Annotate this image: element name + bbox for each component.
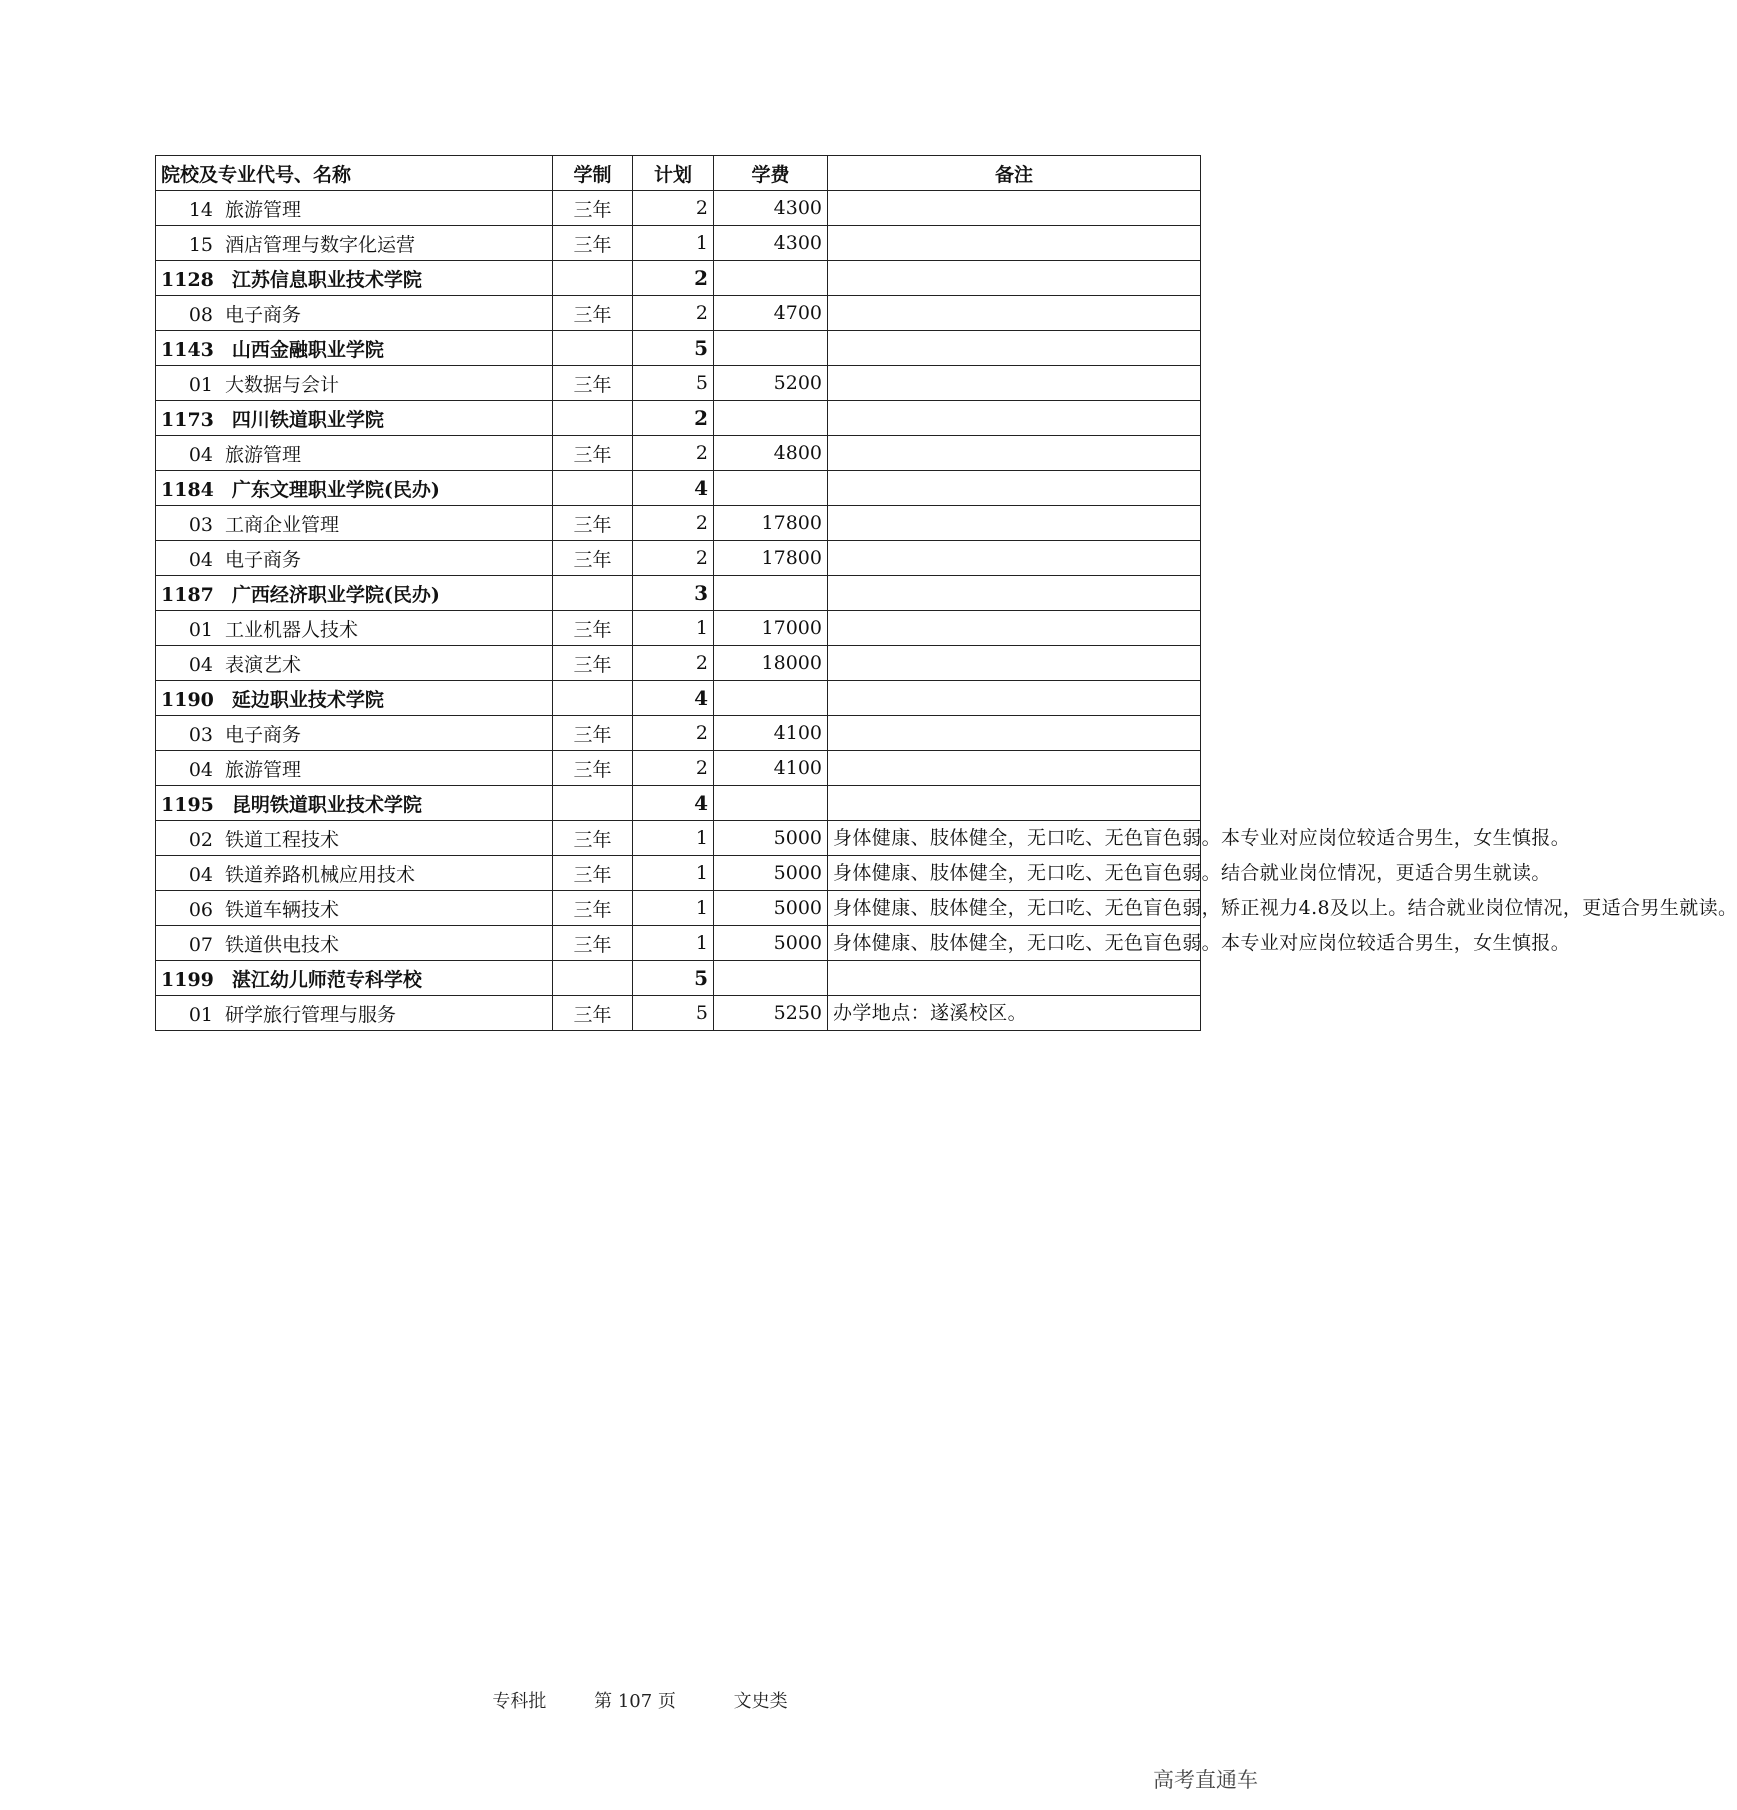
note-cell: 身体健康、肢体健全，无口吃、无色盲色弱。结合就业岗位情况，更适合男生就读。 xyxy=(828,856,1201,891)
major-row xyxy=(156,891,1201,926)
duration-cell: 三年 xyxy=(553,226,633,261)
duration-cell: 三年 xyxy=(553,296,633,331)
duration-cell xyxy=(553,471,633,506)
name-cell xyxy=(156,681,553,716)
header-plan: 计划 xyxy=(633,156,714,191)
school-code: 1190 xyxy=(161,688,214,711)
major-row xyxy=(156,856,1201,891)
major-name: 工业机器人技术 xyxy=(225,618,359,641)
name-cell xyxy=(156,471,553,506)
major-code: 06 xyxy=(188,898,213,921)
footer-category: 文史类 xyxy=(733,1691,788,1712)
major-name: 工商企业管理 xyxy=(225,513,340,536)
name-cell xyxy=(156,226,553,261)
school-row xyxy=(156,961,1201,996)
table-header-row xyxy=(156,156,1201,191)
plan-cell: 2 xyxy=(633,646,714,681)
name-cell xyxy=(156,751,553,786)
fee-cell: 17000 xyxy=(714,611,828,646)
plan-cell: 1 xyxy=(633,821,714,856)
school-name: 广西经济职业学院(民办) xyxy=(231,583,440,606)
fee-cell: 4300 xyxy=(714,226,828,261)
duration-cell: 三年 xyxy=(553,751,633,786)
plan-cell: 2 xyxy=(633,296,714,331)
major-code: 04 xyxy=(188,548,213,571)
name-cell xyxy=(156,436,553,471)
note-cell xyxy=(828,681,1201,716)
major-name: 旅游管理 xyxy=(225,758,302,781)
school-row xyxy=(156,786,1201,821)
duration-cell xyxy=(553,401,633,436)
major-name: 旅游管理 xyxy=(225,198,302,221)
fee-cell: 4800 xyxy=(714,436,828,471)
school-code: 1195 xyxy=(161,793,214,816)
page-footer xyxy=(0,1687,1280,1713)
major-code: 01 xyxy=(188,1003,213,1026)
header-name: 院校及专业代号、名称 xyxy=(156,156,553,191)
fee-cell: 4300 xyxy=(714,191,828,226)
school-name: 四川铁道职业学院 xyxy=(231,408,384,431)
footer-page-number: 第 107 页 xyxy=(594,1691,676,1712)
plan-cell: 4 xyxy=(633,471,714,506)
name-cell xyxy=(156,821,553,856)
fee-cell xyxy=(714,401,828,436)
note-cell xyxy=(828,576,1201,611)
major-row xyxy=(156,506,1201,541)
school-row xyxy=(156,261,1201,296)
duration-cell: 三年 xyxy=(553,996,633,1031)
plan-cell: 1 xyxy=(633,891,714,926)
name-cell xyxy=(156,296,553,331)
school-code: 1173 xyxy=(161,408,214,431)
note-cell: 身体健康、肢体健全，无口吃、无色盲色弱。本专业对应岗位较适合男生，女生慎报。 xyxy=(828,926,1201,961)
note-cell xyxy=(828,961,1201,996)
note-cell xyxy=(828,401,1201,436)
duration-cell: 三年 xyxy=(553,821,633,856)
major-code: 08 xyxy=(188,303,213,326)
major-row xyxy=(156,226,1201,261)
name-cell xyxy=(156,261,553,296)
duration-cell: 三年 xyxy=(553,436,633,471)
name-cell xyxy=(156,331,553,366)
duration-cell: 三年 xyxy=(553,716,633,751)
major-code: 03 xyxy=(188,723,213,746)
name-cell xyxy=(156,366,553,401)
note-cell xyxy=(828,261,1201,296)
major-code: 01 xyxy=(188,618,213,641)
major-code: 14 xyxy=(188,198,213,221)
plan-cell: 2 xyxy=(633,401,714,436)
name-cell xyxy=(156,646,553,681)
footer-batch: 专科批 xyxy=(492,1691,547,1712)
name-cell xyxy=(156,401,553,436)
plan-cell: 5 xyxy=(633,996,714,1031)
plan-cell: 2 xyxy=(633,716,714,751)
major-name: 铁道养路机械应用技术 xyxy=(225,863,416,886)
school-code: 1199 xyxy=(161,968,214,991)
major-row xyxy=(156,611,1201,646)
name-cell xyxy=(156,191,553,226)
major-row xyxy=(156,296,1201,331)
school-row xyxy=(156,681,1201,716)
note-cell xyxy=(828,646,1201,681)
fee-cell: 4100 xyxy=(714,716,828,751)
fee-cell: 4700 xyxy=(714,296,828,331)
major-row xyxy=(156,436,1201,471)
major-row xyxy=(156,541,1201,576)
major-row xyxy=(156,646,1201,681)
note-cell xyxy=(828,716,1201,751)
major-row xyxy=(156,716,1201,751)
school-name: 江苏信息职业技术学院 xyxy=(231,268,422,291)
name-cell xyxy=(156,961,553,996)
major-code: 04 xyxy=(188,863,213,886)
note-cell xyxy=(828,751,1201,786)
plan-cell: 1 xyxy=(633,226,714,261)
major-code: 04 xyxy=(188,653,213,676)
note-cell xyxy=(828,786,1201,821)
plan-cell: 5 xyxy=(633,961,714,996)
major-name: 铁道车辆技术 xyxy=(225,898,340,921)
major-code: 02 xyxy=(188,828,213,851)
school-name: 湛江幼儿师范专科学校 xyxy=(231,968,422,991)
fee-cell xyxy=(714,681,828,716)
note-cell xyxy=(828,226,1201,261)
school-row xyxy=(156,331,1201,366)
major-row xyxy=(156,366,1201,401)
fee-cell: 5250 xyxy=(714,996,828,1031)
header-note: 备注 xyxy=(828,156,1201,191)
fee-cell xyxy=(714,961,828,996)
major-code: 01 xyxy=(188,373,213,396)
plan-cell: 2 xyxy=(633,191,714,226)
fee-cell: 18000 xyxy=(714,646,828,681)
school-code: 1143 xyxy=(161,338,214,361)
school-code: 1187 xyxy=(161,583,214,606)
note-cell xyxy=(828,471,1201,506)
plan-cell: 2 xyxy=(633,436,714,471)
duration-cell xyxy=(553,961,633,996)
note-cell xyxy=(828,436,1201,471)
note-cell xyxy=(828,611,1201,646)
school-name: 延边职业技术学院 xyxy=(231,688,384,711)
fee-cell xyxy=(714,261,828,296)
major-name: 旅游管理 xyxy=(225,443,302,466)
major-code: 04 xyxy=(188,443,213,466)
duration-cell: 三年 xyxy=(553,856,633,891)
major-row xyxy=(156,926,1201,961)
duration-cell: 三年 xyxy=(553,191,633,226)
major-code: 04 xyxy=(188,758,213,781)
name-cell xyxy=(156,856,553,891)
note-cell xyxy=(828,506,1201,541)
plan-cell: 2 xyxy=(633,541,714,576)
note-cell xyxy=(828,541,1201,576)
fee-cell xyxy=(714,471,828,506)
major-name: 铁道工程技术 xyxy=(225,828,340,851)
major-row xyxy=(156,191,1201,226)
name-cell xyxy=(156,576,553,611)
name-cell xyxy=(156,611,553,646)
fee-cell xyxy=(714,576,828,611)
note-cell xyxy=(828,296,1201,331)
plan-cell: 5 xyxy=(633,366,714,401)
duration-cell: 三年 xyxy=(553,366,633,401)
fee-cell: 5000 xyxy=(714,891,828,926)
name-cell xyxy=(156,716,553,751)
fee-cell: 5000 xyxy=(714,926,828,961)
name-cell xyxy=(156,996,553,1031)
fee-cell: 5000 xyxy=(714,856,828,891)
fee-cell xyxy=(714,331,828,366)
duration-cell xyxy=(553,331,633,366)
major-name: 研学旅行管理与服务 xyxy=(225,1003,397,1026)
fee-cell: 4100 xyxy=(714,751,828,786)
plan-cell: 5 xyxy=(633,331,714,366)
enrollment-plan-table xyxy=(155,155,1737,1031)
duration-cell: 三年 xyxy=(553,646,633,681)
major-row xyxy=(156,996,1201,1031)
major-name: 铁道供电技术 xyxy=(225,933,340,956)
major-name: 电子商务 xyxy=(225,723,302,746)
fee-cell xyxy=(714,786,828,821)
plan-cell: 1 xyxy=(633,856,714,891)
school-name: 昆明铁道职业技术学院 xyxy=(231,793,422,816)
school-row xyxy=(156,576,1201,611)
duration-cell xyxy=(553,681,633,716)
school-name: 广东文理职业学院(民办) xyxy=(231,478,440,501)
duration-cell: 三年 xyxy=(553,926,633,961)
name-cell xyxy=(156,506,553,541)
note-cell: 办学地点：遂溪校区。 xyxy=(828,996,1201,1031)
watermark: 高考直通车 xyxy=(1153,1768,1258,1792)
major-row xyxy=(156,821,1201,856)
plan-cell: 1 xyxy=(633,611,714,646)
duration-cell xyxy=(553,261,633,296)
duration-cell: 三年 xyxy=(553,541,633,576)
major-name: 酒店管理与数字化运营 xyxy=(225,233,416,256)
major-code: 07 xyxy=(188,933,213,956)
plan-cell: 2 xyxy=(633,261,714,296)
name-cell xyxy=(156,786,553,821)
note-cell: 身体健康、肢体健全，无口吃、无色盲色弱。本专业对应岗位较适合男生，女生慎报。 xyxy=(828,821,1201,856)
major-code: 15 xyxy=(188,233,213,256)
school-row xyxy=(156,471,1201,506)
major-row xyxy=(156,751,1201,786)
duration-cell: 三年 xyxy=(553,506,633,541)
major-name: 电子商务 xyxy=(225,303,302,326)
duration-cell: 三年 xyxy=(553,891,633,926)
name-cell xyxy=(156,891,553,926)
school-code: 1128 xyxy=(161,268,214,291)
plan-cell: 2 xyxy=(633,751,714,786)
duration-cell: 三年 xyxy=(553,611,633,646)
major-name: 大数据与会计 xyxy=(225,373,340,396)
note-cell xyxy=(828,191,1201,226)
fee-cell: 17800 xyxy=(714,541,828,576)
school-name: 山西金融职业学院 xyxy=(231,338,384,361)
name-cell xyxy=(156,541,553,576)
major-name: 表演艺术 xyxy=(225,653,302,676)
major-name: 电子商务 xyxy=(225,548,302,571)
plan-cell: 2 xyxy=(633,506,714,541)
plan-cell: 3 xyxy=(633,576,714,611)
school-code: 1184 xyxy=(161,478,214,501)
school-row xyxy=(156,401,1201,436)
note-cell: 身体健康、肢体健全，无口吃、无色盲色弱，矫正视力4.8及以上。结合就业岗位情况，更适合男生就读。 xyxy=(828,891,1201,926)
fee-cell: 5200 xyxy=(714,366,828,401)
name-cell xyxy=(156,926,553,961)
plan-cell: 1 xyxy=(633,926,714,961)
major-code: 03 xyxy=(188,513,213,536)
header-fee: 学费 xyxy=(714,156,828,191)
note-cell xyxy=(828,331,1201,366)
fee-cell: 17800 xyxy=(714,506,828,541)
plan-cell: 4 xyxy=(633,786,714,821)
table-body xyxy=(156,191,1737,1031)
header-duration: 学制 xyxy=(553,156,633,191)
duration-cell xyxy=(553,786,633,821)
note-cell xyxy=(828,366,1201,401)
duration-cell xyxy=(553,576,633,611)
fee-cell: 5000 xyxy=(714,821,828,856)
plan-cell: 4 xyxy=(633,681,714,716)
